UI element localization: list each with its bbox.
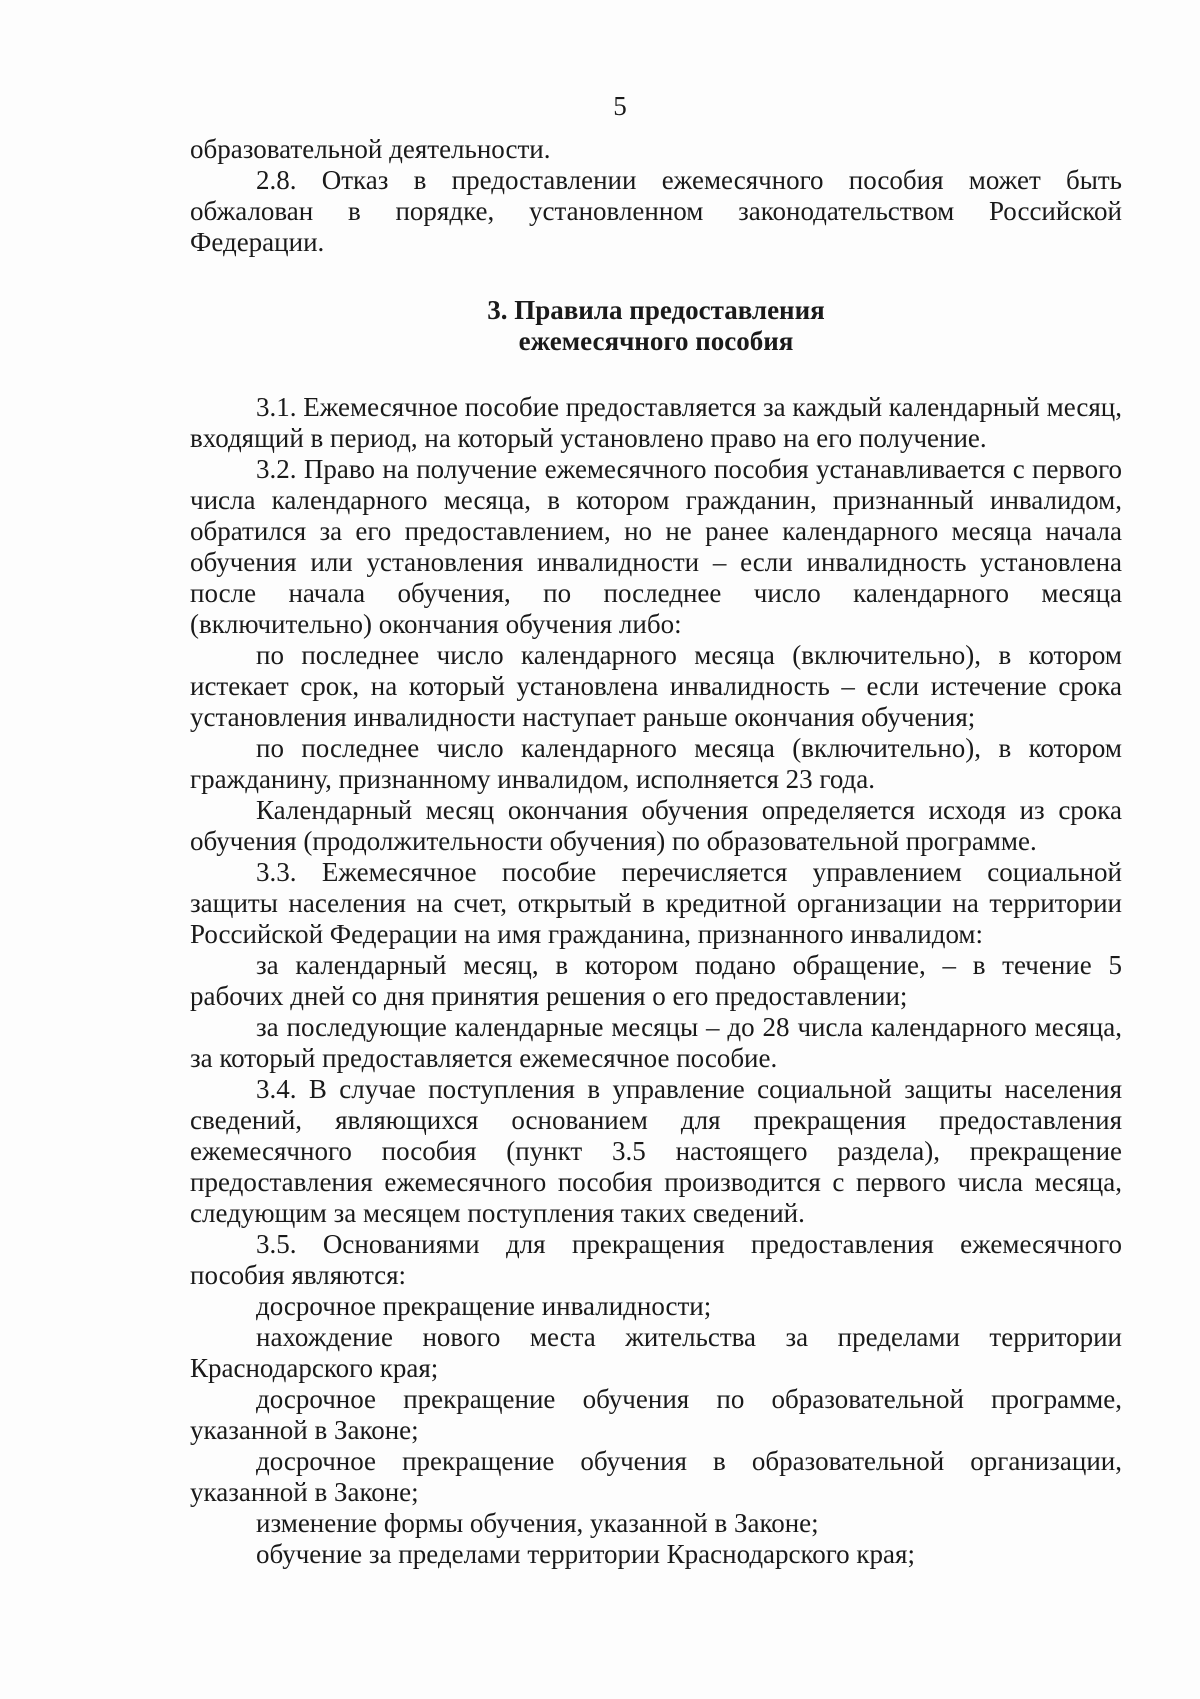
- paragraph-3-3-item-1: за календарный месяц, в котором подано обращение, – в течение 5 рабочих дней со дня принятия решения о его предоставлении;: [190, 950, 1122, 1011]
- paragraph-3-5-item-4: досрочное прекращение обучения в образовательной организации, указанной в Законе;: [190, 1446, 1122, 1507]
- paragraph-3-5-item-3: досрочное прекращение обучения по образовательной программе, указанной в Законе;: [190, 1384, 1122, 1445]
- section-heading: [190, 295, 1122, 357]
- paragraph-3-2-note: Календарный месяц окончания обучения определяется исходя из срока обучения (продолжительности обучения) по образовательной программе.: [190, 795, 1122, 856]
- document-body: [190, 134, 1122, 1570]
- paragraph-3-1: 3.1. Ежемесячное пособие предоставляется за каждый календарный месяц, входящий в период, на который установлено право на его получение.: [190, 392, 1122, 453]
- section-title-line-1: 3. Правила предоставления: [487, 295, 825, 325]
- paragraph-3-3: 3.3. Ежемесячное пособие перечисляется управлением социальной защиты населения на счет, открытый в кредитной организации на территории Российской Федерации на имя гражданина, признанного инвалидом:: [190, 857, 1122, 949]
- paragraph-3-5-item-5: изменение формы обучения, указанной в Законе;: [256, 1508, 819, 1538]
- paragraph-3-5-item-1: досрочное прекращение инвалидности;: [256, 1291, 712, 1321]
- continuation-line: образовательной деятельности.: [190, 134, 551, 164]
- paragraph-3-5-item-2: нахождение нового места жительства за пределами территории Краснодарского края;: [190, 1322, 1122, 1383]
- page-number: 5: [613, 91, 627, 121]
- paragraph-2-8: 2.8. Отказ в предоставлении ежемесячного пособия может быть обжалован в порядке, установленном законодательством Российской Федерации.: [190, 165, 1122, 257]
- paragraph-3-5-item-6: обучение за пределами территории Краснодарского края;: [256, 1539, 915, 1569]
- paragraph-3-4: 3.4. В случае поступления в управление социальной защиты населения сведений, являющихся основанием для прекращения предоставления ежемесячного пособия (пункт 3.5 настоящего раздела), прекращение предоставления ежемесячного пособия производится с первого числа месяца, следующим за месяцем поступления таких сведений.: [190, 1074, 1122, 1228]
- paragraph-3-5: 3.5. Основаниями для прекращения предоставления ежемесячного пособия являются:: [190, 1229, 1122, 1290]
- paragraph-3-3-item-2: за последующие календарные месяцы – до 28 числа календарного месяца, за который предоставляется ежемесячное пособие.: [190, 1012, 1122, 1073]
- section-title-line-2: ежемесячного пособия: [518, 326, 794, 356]
- paragraph-3-2: 3.2. Право на получение ежемесячного пособия устанавливается с первого числа календарного месяца, в котором гражданин, признанный инвалидом, обратился за его предоставлением, но не ранее календарного месяца начала обучения или установления инвалидности – если инвалидность установлена после начала обучения, по последнее число календарного месяца (включительно) окончания обучения либо:: [190, 454, 1122, 639]
- paragraph-3-2-item-1: по последнее число календарного месяца (включительно), в котором истекает срок, на который установлена инвалидность – если истечение срока установления инвалидности наступает раньше окончания обучения;: [190, 640, 1122, 732]
- paragraph-3-2-item-2: по последнее число календарного месяца (включительно), в котором гражданину, признанному инвалидом, исполняется 23 года.: [190, 733, 1122, 794]
